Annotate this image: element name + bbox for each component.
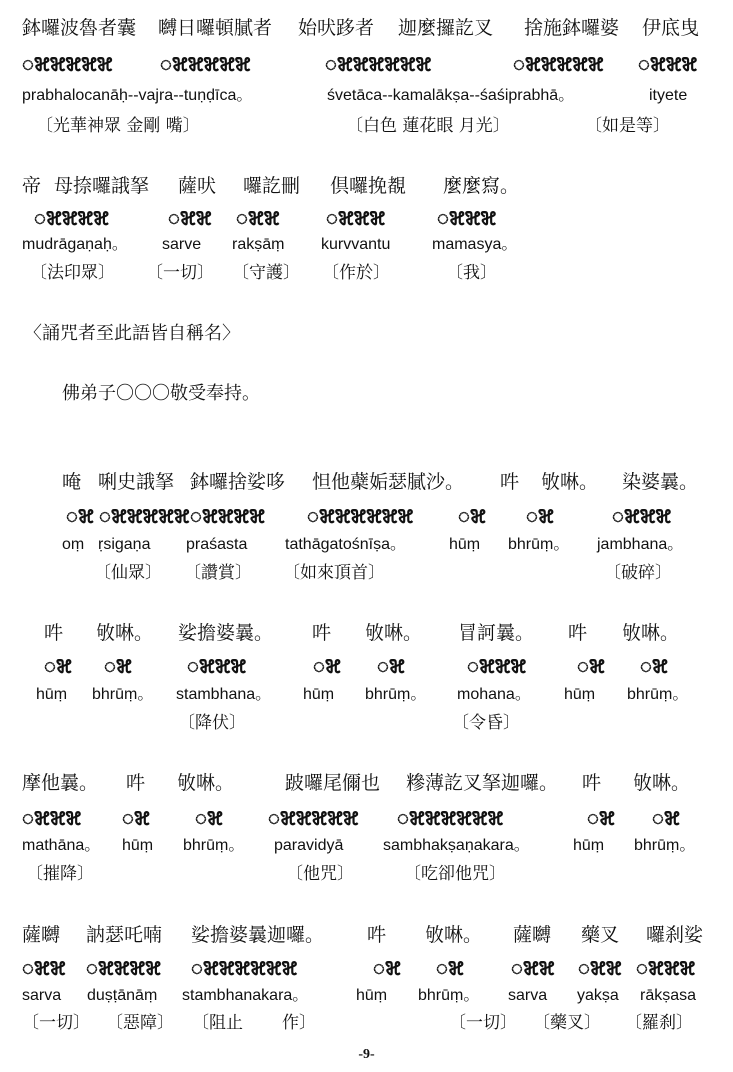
siddham-line-4-seg-3: ꣃꣃꣃꣃ — [190, 504, 266, 528]
roman-line-4-seg-6: bhrūṃ。 — [508, 536, 570, 553]
siddham-line-4-seg-7: ꣃꣃꣃ — [612, 504, 672, 528]
roman-line-4-seg-2: ṛsigaṇa — [98, 536, 151, 553]
cjk-line-7-seg-6: 薩嚩 — [513, 924, 552, 946]
siddham-line-6-seg-1: ꣃꣃꣃ — [22, 806, 82, 830]
cjk-line-2-seg-3: 薩吠 — [178, 175, 217, 197]
cjk-line-4-seg-6: 敂啉。 — [541, 471, 599, 493]
recitation-note: 〈誦咒者至此語皆自稱名〉 — [24, 323, 240, 344]
cjk-line-2-seg-2: 母捺囉誐拏 — [54, 175, 150, 197]
siddham-line-5-seg-6: ꣃꣃꣃ — [467, 654, 527, 678]
siddham-line-5-seg-5: ꣃ — [377, 654, 406, 678]
cjk-line-6-seg-7: 敂啉。 — [633, 772, 691, 794]
cjk-line-2-seg-6: 麼麼寫。 — [443, 175, 520, 197]
roman-line-5-seg-8: bhrūṃ。 — [627, 686, 689, 703]
siddham-line-5-seg-3: ꣃꣃꣃ — [187, 654, 247, 678]
siddham-line-6-seg-3: ꣃ — [195, 806, 224, 830]
siddham-line-4-seg-5: ꣃ — [458, 504, 487, 528]
cjk-line-5-seg-5: 敂啉。 — [365, 622, 423, 644]
siddham-line-4-seg-4: ꣃꣃꣃꣃꣃꣃ — [307, 504, 415, 528]
roman-line-5-seg-6: mohana。 — [457, 686, 531, 703]
roman-line-7-seg-7: yakṣa — [577, 987, 619, 1004]
gloss-line-4-seg-2: 〔讚賞〕 — [184, 563, 252, 583]
siddham-line-2-seg-5: ꣃꣃꣃ — [437, 206, 497, 230]
siddham-line-1-seg-5: ꣃꣃꣃ — [638, 52, 698, 76]
gloss-line-4-seg-3: 〔如來頂首〕 — [283, 563, 385, 583]
cjk-line-1-seg-2: 嚩日囉頓膩者 — [158, 17, 273, 39]
roman-line-6-seg-4: paravidyā — [274, 837, 344, 854]
roman-line-2-seg-1: mudrāgaṇaḥ。 — [22, 236, 128, 253]
cjk-line-5-seg-4: 吽 — [312, 622, 332, 644]
roman-line-2-seg-5: mamasya。 — [432, 236, 518, 253]
roman-line-6-seg-6: hūṃ — [573, 837, 605, 854]
siddham-line-6-seg-6: ꣃ — [587, 806, 616, 830]
siddham-line-1-seg-3: ꣃꣃꣃꣃꣃꣃ — [325, 52, 433, 76]
siddham-line-1-seg-1: ꣃꣃꣃꣃꣃ — [22, 52, 114, 76]
disciple-name-line: 佛弟子〇〇〇敬受奉持。 — [62, 383, 260, 404]
gloss-line-1-seg-2: 〔白色 蓮花眼 月光〕 — [346, 116, 510, 136]
siddham-line-4-seg-6: ꣃ — [526, 504, 555, 528]
roman-line-4-seg-4: tathāgatośnīṣa。 — [285, 536, 406, 553]
cjk-line-4-seg-5: 吽 — [500, 471, 520, 493]
siddham-line-6-seg-5: ꣃꣃꣃꣃꣃꣃ — [397, 806, 505, 830]
cjk-line-7-seg-4: 吽 — [367, 924, 387, 946]
roman-line-2-seg-3: rakṣāṃ — [232, 236, 285, 253]
roman-line-7-seg-8: rākṣasa — [640, 987, 697, 1004]
cjk-line-1-seg-5: 捨施鉢囉婆 — [524, 17, 620, 39]
roman-line-5-seg-5: bhrūṃ。 — [365, 686, 427, 703]
siddham-line-4-seg-1: ꣃ — [66, 504, 95, 528]
roman-line-6-seg-7: bhrūṃ。 — [634, 837, 696, 854]
siddham-line-7-seg-2: ꣃꣃꣃꣃ — [86, 956, 162, 980]
roman-line-1-seg-3: ityete — [649, 87, 688, 104]
siddham-line-5-seg-1: ꣃ — [44, 654, 73, 678]
cjk-line-5-seg-3: 娑擔婆曩。 — [178, 622, 274, 644]
cjk-line-7-seg-2: 訥瑟吒喃 — [86, 924, 163, 946]
gloss-line-6-seg-2: 〔他咒〕 — [286, 864, 354, 884]
gloss-line-4-seg-1: 〔仙眾〕 — [94, 563, 162, 583]
siddham-line-5-seg-7: ꣃ — [577, 654, 606, 678]
gloss-line-7-seg-5: 〔一切〕 — [449, 1013, 517, 1033]
roman-line-7-seg-6: sarva — [508, 987, 548, 1004]
roman-line-5-seg-2: bhrūṃ。 — [92, 686, 154, 703]
cjk-line-4-seg-7: 染婆曩。 — [622, 471, 699, 493]
cjk-line-2-seg-4: 囉訖刪 — [243, 175, 301, 197]
cjk-line-5-seg-6: 冒訶曩。 — [458, 622, 535, 644]
cjk-line-6-seg-4: 跛囉尾儞也 — [285, 772, 381, 794]
gloss-line-5-seg-1: 〔降伏〕 — [178, 713, 246, 733]
gloss-line-5-seg-2: 〔令昏〕 — [452, 713, 520, 733]
siddham-line-7-seg-1: ꣃꣃ — [22, 956, 67, 980]
gloss-line-2-seg-3: 〔守護〕 — [232, 263, 300, 283]
gloss-line-2-seg-5: 〔我〕 — [446, 263, 497, 283]
roman-line-6-seg-1: mathāna。 — [22, 837, 101, 854]
cjk-line-4-seg-1: 唵 — [62, 471, 82, 493]
cjk-line-7-seg-1: 薩嚩 — [22, 924, 61, 946]
siddham-line-7-seg-8: ꣃꣃꣃ — [636, 956, 696, 980]
roman-line-4-seg-5: hūṃ — [449, 536, 481, 553]
cjk-line-5-seg-2: 敂啉。 — [96, 622, 154, 644]
roman-line-5-seg-7: hūṃ — [564, 686, 596, 703]
roman-line-7-seg-5: bhrūṃ。 — [418, 987, 480, 1004]
roman-line-6-seg-5: sambhakṣaṇakara。 — [383, 837, 530, 854]
siddham-line-2-seg-2: ꣃꣃ — [168, 206, 213, 230]
siddham-line-6-seg-7: ꣃ — [652, 806, 681, 830]
siddham-line-7-seg-7: ꣃꣃ — [578, 956, 623, 980]
gloss-line-6-seg-1: 〔摧降〕 — [26, 864, 94, 884]
cjk-line-1-seg-1: 鉢囉波魯者囊 — [22, 17, 137, 39]
roman-line-7-seg-4: hūṃ — [356, 987, 388, 1004]
gloss-line-4-seg-4: 〔破碎〕 — [604, 563, 672, 583]
roman-line-6-seg-2: hūṃ — [122, 837, 154, 854]
cjk-line-1-seg-3: 始吠跢者 — [298, 17, 375, 39]
siddham-line-7-seg-3: ꣃꣃꣃꣃꣃꣃ — [191, 956, 299, 980]
siddham-line-6-seg-2: ꣃ — [122, 806, 151, 830]
cjk-line-6-seg-1: 摩他曩。 — [22, 772, 99, 794]
roman-line-6-seg-3: bhrūṃ。 — [183, 837, 245, 854]
cjk-line-7-seg-7: 藥叉 — [581, 924, 620, 946]
roman-line-1-seg-2: śvetāca--kamalākṣa--śaśiprabhā。 — [327, 87, 575, 104]
roman-line-5-seg-3: stambhana。 — [176, 686, 272, 703]
cjk-line-4-seg-2: 唎史誐拏 — [98, 471, 175, 493]
roman-line-2-seg-4: kurvvantu — [321, 236, 391, 253]
roman-line-4-seg-3: praśasta — [186, 536, 248, 553]
gloss-line-7-seg-4: 作〕 — [282, 1013, 316, 1033]
gloss-line-2-seg-2: 〔一切〕 — [146, 263, 214, 283]
cjk-line-6-seg-6: 吽 — [582, 772, 602, 794]
gloss-line-1-seg-3: 〔如是等〕 — [585, 116, 670, 136]
cjk-line-6-seg-2: 吽 — [126, 772, 146, 794]
siddham-line-7-seg-6: ꣃꣃ — [511, 956, 556, 980]
gloss-line-7-seg-7: 〔羅刹〕 — [625, 1013, 693, 1033]
siddham-line-2-seg-3: ꣃꣃ — [236, 206, 281, 230]
siddham-line-5-seg-4: ꣃ — [313, 654, 342, 678]
roman-line-7-seg-2: duṣṭānāṃ — [87, 987, 158, 1004]
gloss-line-2-seg-1: 〔法印眾〕 — [30, 263, 115, 283]
siddham-line-2-seg-1: ꣃꣃꣃꣃ — [34, 206, 110, 230]
gloss-line-7-seg-6: 〔藥叉〕 — [533, 1013, 601, 1033]
siddham-line-2-seg-4: ꣃꣃꣃ — [326, 206, 386, 230]
gloss-line-1-seg-1: 〔光華神眾 金剛 嘴〕 — [36, 116, 200, 136]
roman-line-7-seg-1: sarva — [22, 987, 62, 1004]
roman-line-5-seg-1: hūṃ — [36, 686, 68, 703]
cjk-line-6-seg-5: 糝薄訖叉拏迦囉。 — [406, 772, 559, 794]
roman-line-1-seg-1: prabhalocanāḥ--vajra--tuṇḍīca。 — [22, 87, 253, 104]
siddham-line-7-seg-5: ꣃ — [436, 956, 465, 980]
cjk-line-1-seg-4: 迦麼攞訖叉 — [398, 17, 494, 39]
roman-line-7-seg-3: stambhanakara。 — [182, 987, 309, 1004]
cjk-line-2-seg-5: 倶囉挽覩 — [330, 175, 407, 197]
siddham-line-4-seg-2: ꣃꣃꣃꣃꣃ — [99, 504, 191, 528]
gloss-line-7-seg-3: 〔阻止 — [192, 1013, 243, 1033]
siddham-line-5-seg-8: ꣃ — [640, 654, 669, 678]
siddham-line-5-seg-2: ꣃ — [104, 654, 133, 678]
page-number: -9- — [358, 1047, 375, 1062]
gloss-line-7-seg-2: 〔惡障〕 — [106, 1013, 174, 1033]
cjk-line-4-seg-4: 怛他蘗姤瑟膩沙。 — [312, 471, 465, 493]
cjk-line-4-seg-3: 鉢囉捨娑哆 — [190, 471, 286, 493]
roman-line-4-seg-1: oṃ — [62, 536, 85, 553]
gloss-line-2-seg-4: 〔作於〕 — [322, 263, 390, 283]
cjk-line-5-seg-8: 敂啉。 — [622, 622, 680, 644]
gloss-line-7-seg-1: 〔一切〕 — [22, 1013, 90, 1033]
cjk-line-7-seg-3: 娑擔婆曩迦囉。 — [191, 924, 325, 946]
siddham-line-1-seg-2: ꣃꣃꣃꣃꣃ — [160, 52, 252, 76]
roman-line-5-seg-4: hūṃ — [303, 686, 335, 703]
siddham-line-7-seg-4: ꣃ — [373, 956, 402, 980]
cjk-line-2-seg-1: 帝 — [22, 175, 42, 197]
roman-line-2-seg-2: sarve — [162, 236, 202, 253]
gloss-line-6-seg-3: 〔吃卻他咒〕 — [404, 864, 506, 884]
cjk-line-6-seg-3: 敂啉。 — [177, 772, 235, 794]
cjk-line-7-seg-5: 敂啉。 — [425, 924, 483, 946]
cjk-line-5-seg-7: 吽 — [568, 622, 588, 644]
cjk-line-1-seg-6: 伊底曳 — [642, 17, 700, 39]
siddham-line-1-seg-4: ꣃꣃꣃꣃꣃ — [513, 52, 605, 76]
cjk-line-7-seg-8: 囉刹娑 — [646, 924, 704, 946]
roman-line-4-seg-7: jambhana。 — [597, 536, 684, 553]
cjk-line-5-seg-1: 吽 — [44, 622, 64, 644]
siddham-line-6-seg-4: ꣃꣃꣃꣃꣃ — [268, 806, 360, 830]
